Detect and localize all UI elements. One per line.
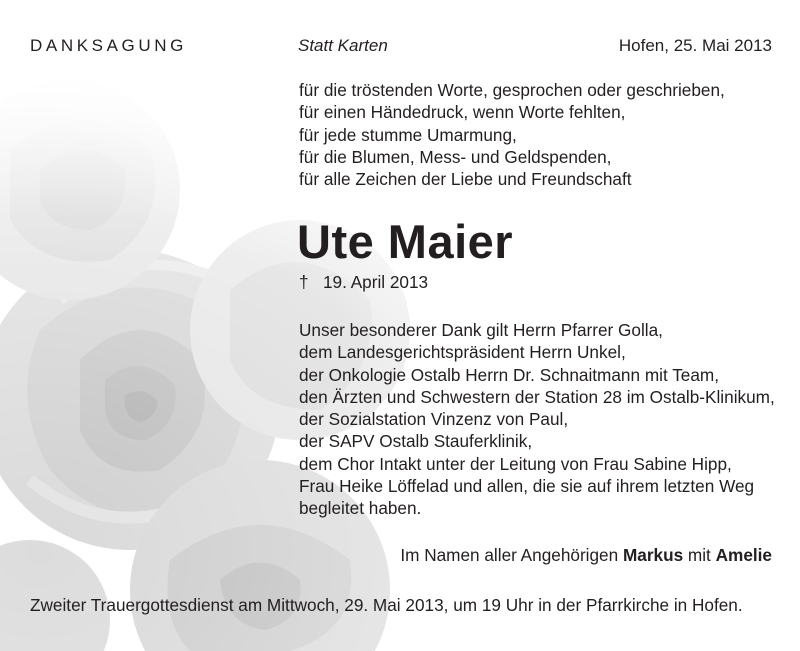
signature-name-markus: Markus (622, 545, 684, 565)
acknowledgement-line: der SAPV Ostalb Stauferklinik, (299, 431, 533, 452)
signature-name-amelie: Amelie (715, 545, 772, 565)
family-signature (400, 545, 772, 566)
acknowledgement-line: dem Chor Intakt unter der Leitung von Frau Sabine Hipp, (299, 453, 732, 474)
death-date-row (299, 272, 428, 293)
verse-line: für einen Händedruck, wenn Worte fehlten, (299, 102, 626, 123)
acknowledgement-line: den Ärzten und Schwestern der Station 28 im Ostalb-Klinikum, (299, 386, 775, 407)
verse-line: für die Blumen, Mess- und Geldspenden, (299, 146, 612, 167)
acknowledgement-line: Frau Heike Löffelad und allen, die sie auf ihrem letzten Weg (299, 476, 755, 497)
thanks-verse (299, 79, 725, 190)
acknowledgement-line: Unser besonderer Dank gilt Herrn Pfarrer Golla, (299, 320, 663, 340)
acknowledgement-line: dem Landesgerichtspräsident Herrn Unkel, (299, 342, 626, 363)
acknowledgement-line: der Sozialstation Vinzenz von Paul, (299, 409, 569, 430)
memorial-service-info: Zweiter Trauergottesdienst am Mittwoch, 29. Mai 2013, um 19 Uhr in der Pfarrkirche in Hofen. (30, 595, 743, 615)
verse-line: für die tröstenden Worte, gesprochen oder geschrieben, (299, 80, 725, 100)
acknowledgement-line: begleitet haben. (299, 498, 422, 519)
place-date: Hofen, 25. Mai 2013 (618, 36, 772, 55)
acknowledgements (299, 319, 775, 520)
verse-line: für alle Zeichen der Liebe und Freundschaft (299, 169, 632, 190)
signature-connector: mit (687, 545, 711, 565)
signature-prefix: Im Namen aller Angehörigen (400, 545, 619, 565)
cross-icon: † (299, 272, 309, 292)
acknowledgement-line: der Onkologie Ostalb Herrn Dr. Schnaitmann mit Team, (299, 364, 720, 385)
header-row (30, 36, 772, 60)
verse-line: für jede stumme Umarmung, (299, 124, 517, 145)
notice-type-label: DANKSAGUNG (30, 36, 187, 55)
statt-karten-label: Statt Karten (298, 36, 388, 55)
deceased-name: Ute Maier (297, 215, 514, 268)
death-date: 19. April 2013 (323, 272, 429, 292)
